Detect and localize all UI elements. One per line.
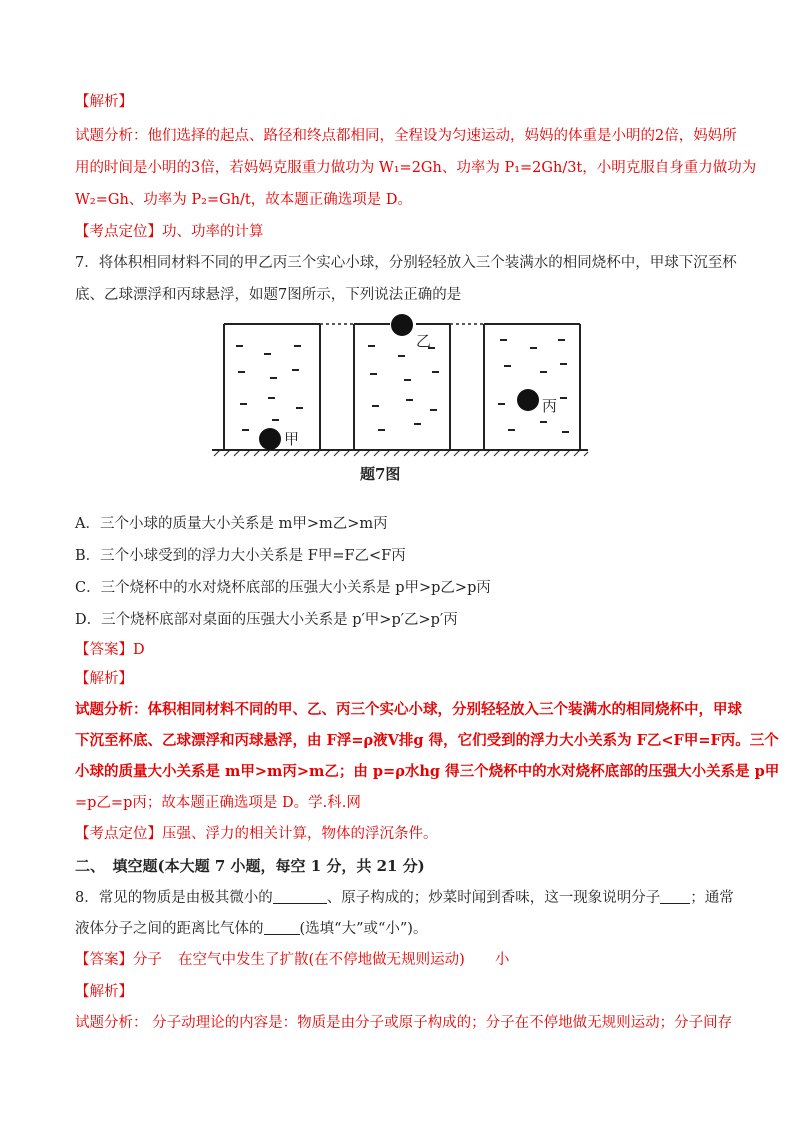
ball-yi bbox=[391, 314, 413, 336]
answer-label: 【答案】 bbox=[75, 952, 133, 968]
option-d: D．三个烧杯底部对桌面的压强大小关系是 p′甲>p′乙>p′丙 bbox=[75, 612, 458, 628]
analysis-text-line: =p乙=p丙；故本题正确选项是 D。学.科.网 bbox=[75, 795, 361, 811]
question-7-stem: 7．将体积相同材料不同的甲乙丙三个实心小球，分别轻轻放入三个装满水的相同烧杯中，甲球下沉至杯 bbox=[75, 255, 737, 271]
fill-blank bbox=[660, 889, 690, 904]
analysis-text-line: 试题分析：他们选择的起点、路径和终点都相同，全程设为匀速运动，妈妈的体重是小明的2倍，妈妈所 bbox=[75, 128, 737, 144]
answer-line bbox=[75, 950, 509, 970]
option-b: B．三个小球受到的浮力大小关系是 F甲=F乙<F丙 bbox=[75, 548, 406, 564]
ball-jia bbox=[259, 428, 281, 450]
question-7-stem: 底、乙球漂浮和丙球悬浮，如题7图所示，下列说法正确的是 bbox=[75, 287, 462, 303]
q8-stem-part: 8．常见的物质是由极其微小的 bbox=[75, 890, 273, 906]
analysis-label: 【解析】 bbox=[75, 671, 133, 687]
analysis-label: 【解析】 bbox=[75, 984, 133, 1000]
analysis-text-line: 试题分析：体积相同材料不同的甲、乙、丙三个实心小球，分别轻轻放入三个装满水的相同烧杯中，甲球 bbox=[75, 701, 742, 718]
analysis-text-line: 用的时间是小明的3倍，若妈妈克服重力做功为 W₁=2Gh、功率为 P₁=2Gh/3t，小明克服自身重力做功为 bbox=[75, 160, 757, 176]
answer-item: 分子 bbox=[133, 952, 162, 968]
ball-bing bbox=[517, 389, 539, 411]
question-8-stem bbox=[75, 888, 734, 908]
question-8-stem bbox=[75, 919, 427, 939]
answer-label: 【答案】D bbox=[75, 642, 145, 658]
option-a: A．三个小球的质量大小关系是 m甲>m乙>m丙 bbox=[75, 516, 388, 532]
q8-stem-part: 、原子构成的；炒菜时闻到香味，这一现象说明分子 bbox=[326, 890, 661, 906]
label-jia: 甲 bbox=[284, 430, 300, 448]
kaodian-label: 【考点定位】压强、浮力的相关计算，物体的浮沉条件。 bbox=[75, 826, 438, 842]
answer-item: 小 bbox=[494, 952, 510, 968]
answer-item: 在空气中发生了扩散(在不停地做无规则运动) bbox=[178, 952, 465, 968]
q8-stem-part: ；通常 bbox=[690, 890, 734, 906]
fill-blank bbox=[264, 920, 300, 935]
section-title: 二、 填空题(本大题 7 小题，每空 1 分，共 21 分) bbox=[75, 857, 425, 875]
analysis-text-line: 小球的质量大小关系是 m甲>m丙>m乙；由 p=ρ水hg 得三个烧杯中的水对烧杯底部的压强大小关系是 p甲 bbox=[75, 763, 780, 780]
label-bing: 丙 bbox=[542, 397, 558, 415]
analysis-text-line: W₂=Gh、功率为 P₂=Gh/t，故本题正确选项是 D。 bbox=[75, 192, 412, 208]
analysis-text-line: 试题分析： 分子动理论的内容是：物质是由分子或原子构成的；分子在不停地做无规则运动；分子间存 bbox=[75, 1015, 733, 1031]
analysis-text-line: 下沉至杯底、乙球漂浮和丙球悬浮，由 F浮=ρ液V排g 得，它们受到的浮力大小关系为 F乙<F甲=F丙。三个 bbox=[75, 732, 779, 749]
q8-stem-part: (选填“大”或“小”)。 bbox=[299, 921, 428, 937]
label-yi: 乙 bbox=[416, 332, 432, 350]
q8-stem-part: 液体分子之间的距离比气体的 bbox=[75, 921, 264, 937]
option-c: C．三个烧杯中的水对烧杯底部的压强大小关系是 p甲>p乙>p丙 bbox=[75, 580, 491, 596]
analysis-label: 【解析】 bbox=[75, 94, 133, 110]
kaodian-label: 【考点定位】功、功率的计算 bbox=[75, 224, 264, 240]
fill-blank bbox=[273, 889, 327, 904]
figure-caption: 题7图 bbox=[360, 465, 401, 483]
